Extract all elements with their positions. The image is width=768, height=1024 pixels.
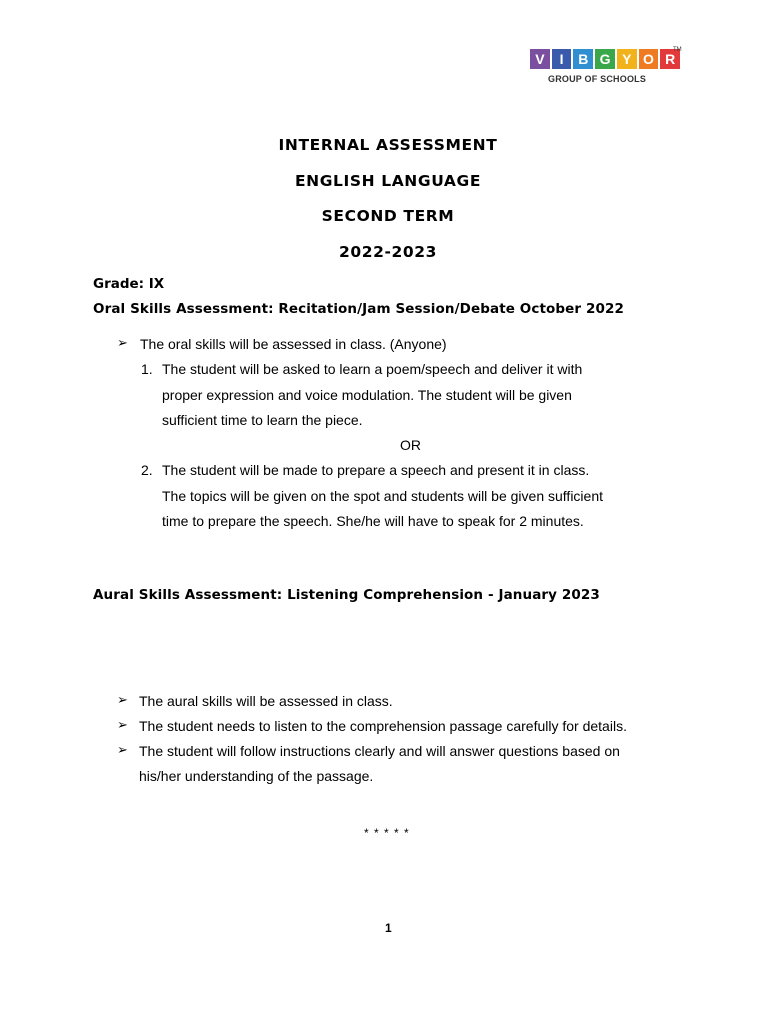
heading-subject: ENGLISH LANGUAGE xyxy=(294,172,482,190)
bullet-arrow-icon: ➢ xyxy=(117,718,128,733)
logo-letter-g: G xyxy=(595,49,615,69)
list-number-2: 2. xyxy=(141,462,153,478)
bullet-arrow-icon: ➢ xyxy=(117,693,128,708)
logo-letter-i: I xyxy=(552,49,572,69)
oral-section-title: Oral Skills Assessment: Recitation/Jam Session/Debate October 2022 xyxy=(93,301,624,317)
logo-letter-v: V xyxy=(530,49,550,69)
oral-bullet-text: The oral skills will be assessed in class. (Anyone) xyxy=(140,336,447,352)
heading-internal-assessment: INTERNAL ASSESSMENT xyxy=(278,136,498,154)
list-number-1: 1. xyxy=(141,361,153,377)
page-number: 1 xyxy=(385,921,392,935)
logo-letters xyxy=(530,49,680,69)
grade-label: Grade: IX xyxy=(93,276,165,292)
aural-bullet-2: The student needs to listen to the comprehension passage carefully for details. xyxy=(139,718,627,734)
logo-subtitle: GROUP OF SCHOOLS xyxy=(548,74,647,84)
logo-letter-r: R xyxy=(660,49,680,69)
item1-line3: sufficient time to learn the piece. xyxy=(162,412,363,428)
bullet-arrow-icon: ➢ xyxy=(117,336,128,351)
heading-term: SECOND TERM xyxy=(321,207,455,225)
item1-line1: The student will be asked to learn a poem/speech and deliver it with xyxy=(162,361,583,377)
aural-bullet-3-line1: The student will follow instructions clearly and will answer questions based on xyxy=(139,743,620,759)
end-separator: * * * * * xyxy=(364,826,410,840)
vibgyor-logo xyxy=(530,49,680,89)
logo-trademark: TM xyxy=(673,47,682,53)
logo-letter-y: Y xyxy=(617,49,637,69)
aural-section-title: Aural Skills Assessment: Listening Comprehension - January 2023 xyxy=(93,587,600,603)
logo-letter-o: O xyxy=(639,49,659,69)
logo-letter-b: B xyxy=(573,49,593,69)
item1-line2: proper expression and voice modulation. The student will be given xyxy=(162,387,572,403)
item2-line2: The topics will be given on the spot and students will be given sufficient xyxy=(162,488,603,504)
heading-year: 2022-2023 xyxy=(338,243,438,261)
item2-line1: The student will be made to prepare a speech and present it in class. xyxy=(162,462,590,478)
aural-bullet-1: The aural skills will be assessed in class. xyxy=(139,693,393,709)
aural-bullet-3-line2: his/her understanding of the passage. xyxy=(139,768,374,784)
or-separator: OR xyxy=(400,437,421,453)
bullet-arrow-icon: ➢ xyxy=(117,743,128,758)
item2-line3: time to prepare the speech. She/he will have to speak for 2 minutes. xyxy=(162,513,584,529)
